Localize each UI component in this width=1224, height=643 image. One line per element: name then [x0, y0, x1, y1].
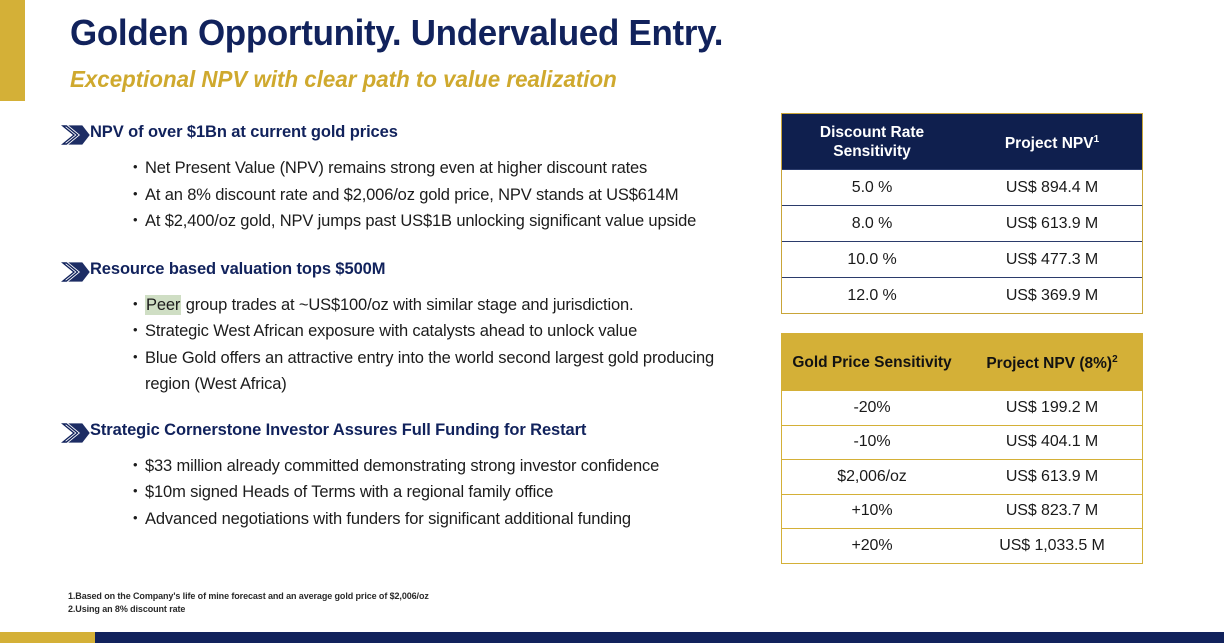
list-item-highlighted	[133, 292, 760, 319]
column-header-project-npv-8	[962, 350, 1142, 373]
double-chevron-icon	[60, 422, 90, 444]
content-column	[60, 122, 760, 532]
list-item: • Blue Gold offers an attractive entry into the world second largest gold producing region (West Africa)	[133, 345, 760, 398]
list-item: • At $2,400/oz gold, NPV jumps past US$1B unlocking significant value upside	[133, 208, 760, 235]
footnote-marker: 2	[1112, 354, 1118, 366]
double-chevron-icon	[60, 261, 90, 283]
page-subtitle: Exceptional NPV with clear path to value realization	[70, 66, 617, 92]
bottom-bar-navy-segment	[95, 632, 1224, 643]
table-discount-rate-sensitivity	[781, 113, 1143, 314]
column-header-discount-rate: Discount Rate Sensitivity	[819, 123, 925, 160]
cell-label: +10%	[851, 502, 893, 520]
header-accent-bar	[0, 0, 25, 101]
column-header-text: Project NPV	[1004, 135, 1094, 153]
cell-value: US$ 199.2 M	[1005, 398, 1099, 416]
cell-value: US$ 823.7 M	[1005, 502, 1099, 520]
column-header-project-npv	[962, 130, 1142, 153]
list-item-text: group trades at ~US$100/oz with similar stage and jurisdiction.	[181, 295, 634, 314]
section-bullet-list	[60, 292, 760, 398]
cell-value: US$ 613.9 M	[1005, 467, 1099, 485]
cell-label: 8.0 %	[851, 214, 893, 232]
cell-value: US$ 1,033.5 M	[999, 536, 1105, 554]
bottom-bar	[0, 632, 1224, 643]
double-chevron-icon	[60, 124, 90, 146]
table-row	[782, 528, 1142, 563]
table-header-row	[782, 114, 1142, 169]
table-header-row	[782, 334, 1142, 390]
footnote-2: 2.Using an 8% discount rate	[68, 604, 186, 614]
section-title: NPV of over $1Bn at current gold prices	[90, 122, 398, 141]
cell-label: -20%	[853, 398, 891, 416]
cell-value: US$ 477.3 M	[1005, 250, 1099, 268]
table-row	[782, 459, 1142, 494]
section-title: Strategic Cornerstone Investor Assures Full Funding for Restart	[90, 419, 587, 439]
highlighted-text: Peer	[146, 295, 181, 314]
cell-value: US$ 894.4 M	[1005, 178, 1099, 196]
bottom-bar-gold-segment	[0, 632, 95, 643]
page-title: Golden Opportunity. Undervalued Entry.	[70, 12, 724, 53]
list-item: • $10m signed Heads of Terms with a regional family office	[133, 479, 760, 506]
list-item: • At an 8% discount rate and $2,006/oz gold price, NPV stands at US$614M	[133, 182, 760, 209]
section-npv	[60, 122, 760, 235]
cell-label: -10%	[853, 433, 891, 451]
table-row	[782, 390, 1142, 425]
section-heading-row	[60, 122, 760, 146]
column-header-text: Project NPV (8%)	[986, 355, 1113, 373]
list-item: • Net Present Value (NPV) remains strong even at higher discount rates	[133, 155, 760, 182]
section-title: Resource based valuation tops $500M	[90, 258, 386, 278]
cell-value: US$ 369.9 M	[1005, 286, 1099, 304]
section-resource-valuation	[60, 259, 760, 398]
column-header-gold-price: Gold Price Sensitivity	[792, 353, 952, 371]
cell-label: $2,006/oz	[837, 467, 907, 485]
table-gold-price-sensitivity	[781, 333, 1143, 564]
table-row	[782, 277, 1142, 313]
cell-label: 5.0 %	[851, 178, 893, 196]
list-item: • Strategic West African exposure with catalysts ahead to unlock value	[133, 318, 760, 345]
section-bullet-list	[60, 155, 760, 235]
table-row	[782, 241, 1142, 277]
table-row	[782, 425, 1142, 460]
list-item: • $33 million already committed demonstrating strong investor confidence	[133, 453, 760, 480]
section-heading-row	[60, 420, 760, 444]
table-row	[782, 169, 1142, 205]
section-heading-row	[60, 259, 760, 283]
cell-value: US$ 613.9 M	[1005, 214, 1099, 232]
cell-value: US$ 404.1 M	[1005, 433, 1099, 451]
footnote-marker: 1	[1093, 133, 1100, 145]
table-row	[782, 205, 1142, 241]
list-item: • Advanced negotiations with funders for significant additional funding	[133, 506, 760, 533]
cell-label: 10.0 %	[847, 250, 897, 268]
cell-label: 12.0 %	[847, 286, 897, 304]
footnote-1: 1.Based on the Company's life of mine forecast and an average gold price of $2,006/oz	[68, 591, 429, 601]
section-bullet-list	[60, 453, 760, 533]
footnotes	[68, 590, 429, 616]
table-row	[782, 494, 1142, 529]
section-cornerstone-investor	[60, 420, 760, 533]
cell-label: +20%	[851, 536, 893, 554]
